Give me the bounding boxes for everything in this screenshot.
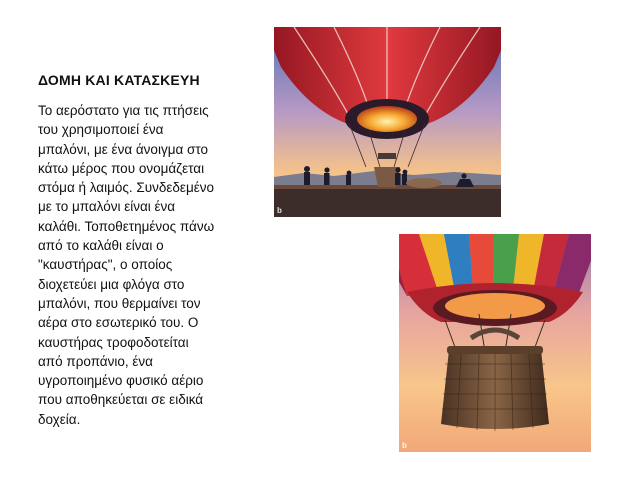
balloon-inflation-illustration (274, 27, 501, 217)
slide-title: ΔΟΜΗ ΚΑΙ ΚΑΤΑΣΚΕΥΗ (38, 72, 200, 88)
balloon-basket-illustration (399, 234, 591, 452)
balloon-basket-photo (399, 234, 591, 452)
watermark-logo: b (277, 206, 282, 215)
watermark-logo: b (402, 441, 407, 450)
slide-body-text: Το αερόστατο για τις πτήσεις του χρησιμοποιεί ένα μπαλόνι, με ένα άνοιγμα στο κάτω μέρος που ονομάζεται στόμα ή λαιμός. Συνδεδεμένο με το μπαλόνι είναι ένα καλάθι. Τοποθετημένος πάνω από το καλάθι είναι ο "καυστήρας", ο οποίος διοχετεύει μια φλόγα στο μπαλόνι, που θερμαίνει τον αέρα στο εσωτερικό του. Ο καυστήρας τροφοδοτείται από προπάνιο, ένα υγροποιημένο φυσικό αέριο που αποθηκεύεται σε ειδικά δοχεία. (38, 103, 215, 427)
balloon-inflation-photo (274, 27, 501, 217)
